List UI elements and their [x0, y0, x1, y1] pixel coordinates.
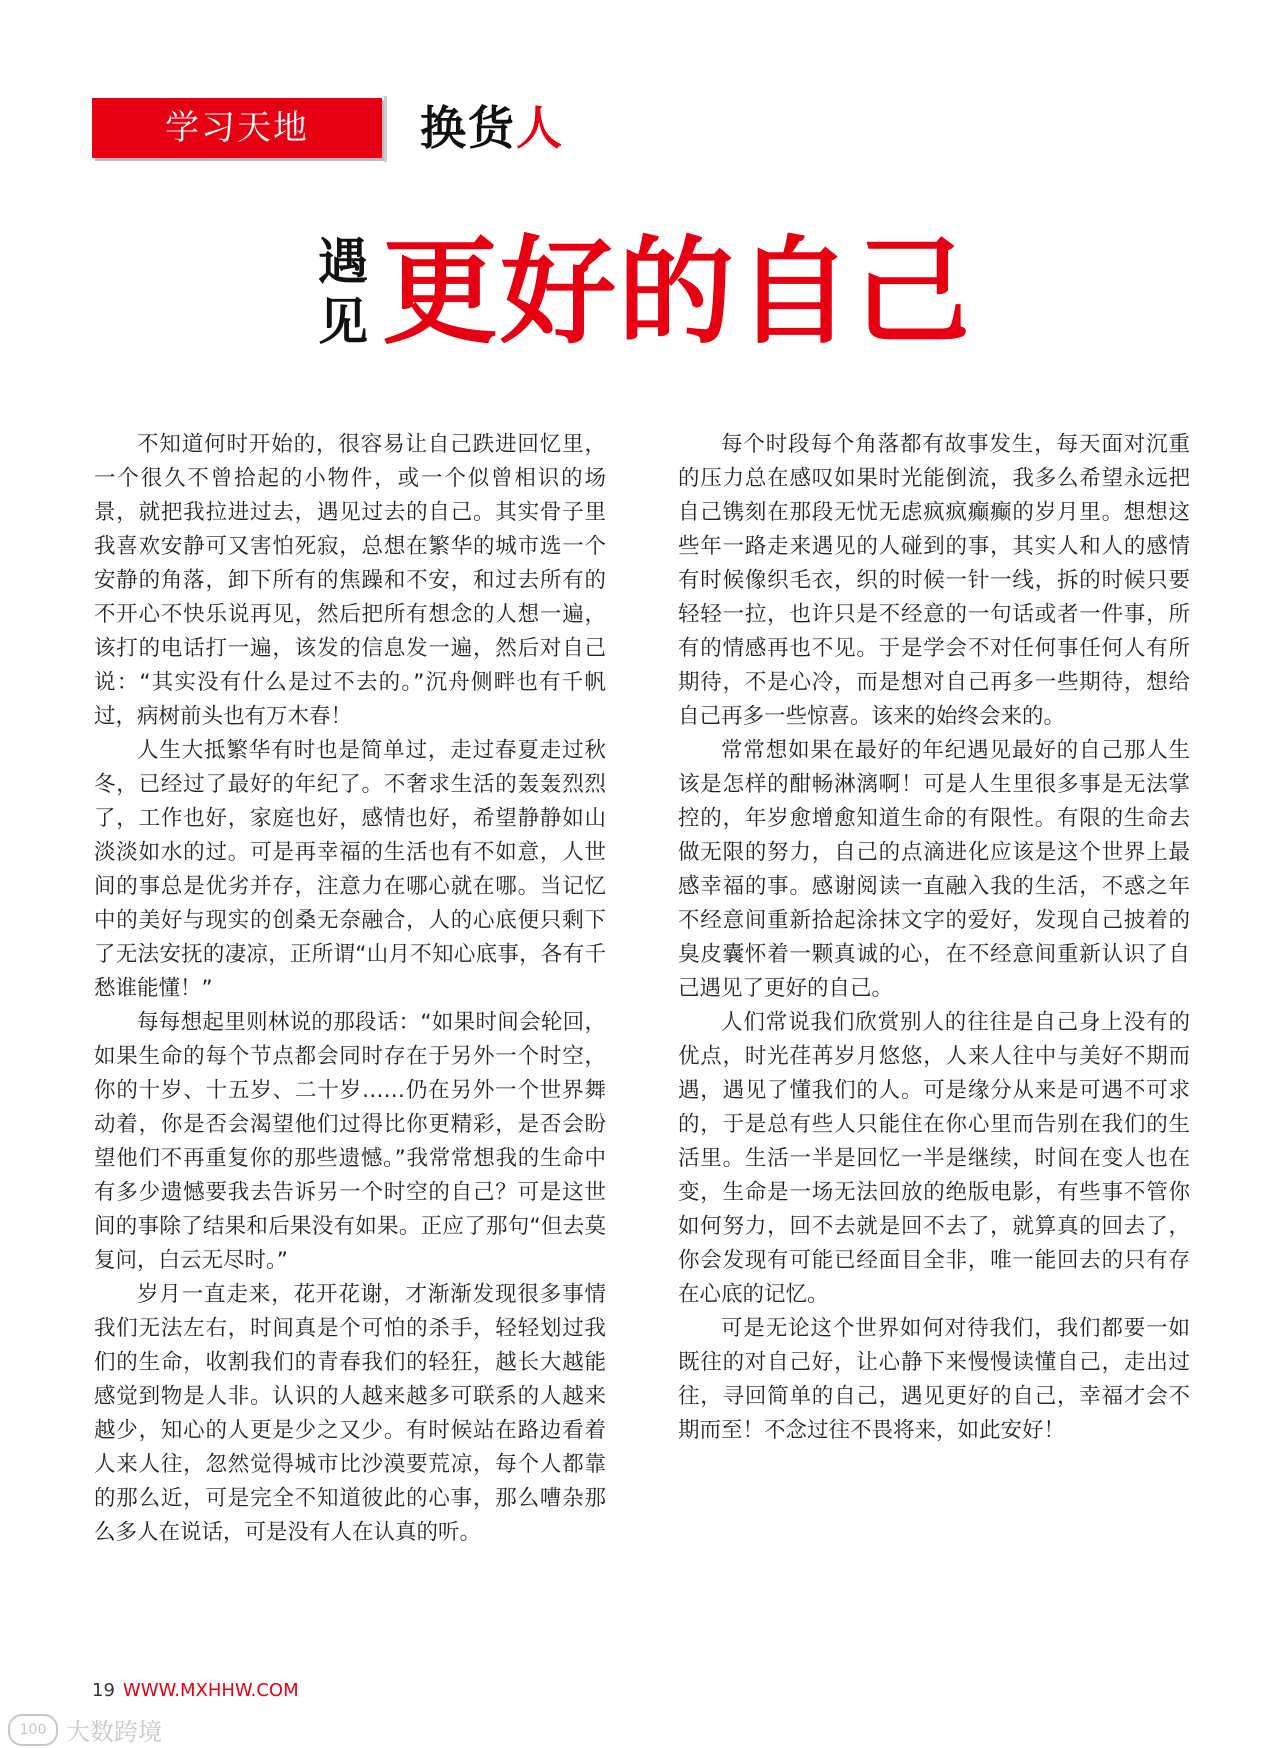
section-name-accent: 人 [516, 101, 564, 155]
section-name [420, 100, 564, 156]
title-prefix-char-2: 见 [318, 293, 368, 351]
watermark-text: 大数跨境 [66, 1718, 162, 1746]
page-number: 19 [92, 1680, 115, 1701]
title-prefix [318, 232, 374, 352]
paragraph: 人们常说我们欣赏别人的往往是自己身上没有的优点，时光荏苒岁月悠悠，人来人往中与美好不期而遇，遇见了懂我们的人。可是缘分从来是可遇不可求的，于是总有些人只能住在你心里而告别在我们的生活里。生活一半是回忆一半是继续，时间在变人也在变，生命是一场无法回放的绝版电影，有些事不管你如何努力，回不去就是回不去了，就算真的回去了，你会发现有可能已经面目全非，唯一能回去的只有存在心底的记忆。 [678, 1010, 1190, 1307]
watermark [8, 1712, 162, 1747]
paragraph: 岁月一直走来，花开花谢，才渐渐发现很多事情我们无法左右，时间真是个可怕的杀手，轻轻划过我们的生命，收割我们的青春我们的轻狂，越长大越能感觉到物是人非。认识的人越来越多可联系的人越来越少，知心的人更是少之又少。有时候站在路边看着人来人往，忽然觉得城市比沙漠要荒凉，每个人都靠的那么近，可是完全不知道彼此的心事，那么嘈杂那么多人在说话，可是没有人在认真的听。 [94, 1282, 606, 1545]
article-title: 更好的自己 [382, 225, 972, 360]
paragraph: 可是无论这个世界如何对待我们，我们都要一如既往的对自己好，让心静下来慢慢读懂自己，走出过往，寻回简单的自己，遇见更好的自己，幸福才会不期而至！不念过往不畏将来，如此安好！ [678, 1316, 1190, 1443]
paragraph: 每个时段每个角落都有故事发生，每天面对沉重的压力总在感叹如果时光能倒流，我多么希望永远把自己镌刻在那段无忧无虑疯疯癫癫的岁月里。想想这些年一路走来遇见的人碰到的事，其实人和人的感情有时候像织毛衣，织的时候一针一线，拆的时候只要轻轻一拉，也许只是不经意的一句话或者一件事，所有的情感再也不见。于是学会不对任何事任何人有所期待，不是心冷，而是想对自己再多一些期待，想给自己再多一些惊喜。该来的始终会来的。 [678, 432, 1190, 729]
paragraph: 不知道何时开始的，很容易让自己跌进回忆里，一个很久不曾拾起的小物件，或一个似曾相识的场景，就把我拉进过去，遇见过去的自己。其实骨子里我喜欢安静可又害怕死寂，总想在繁华的城市选一个安静的角落，卸下所有的焦躁和不安，和过去所有的不开心不快乐说再见，然后把所有想念的人想一遍，该打的电话打一遍，该发的信息发一遍，然后对自己说：“其实没有什么是过不去的。”沉舟侧畔也有千帆过，病树前头也有万木春！ [94, 432, 606, 729]
right-column [678, 428, 1190, 1448]
page-footer [92, 1680, 299, 1701]
paragraph: 每每想起里则林说的那段话：“如果时间会轮回，如果生命的每个节点都会同时存在于另外一个时空，你的十岁、十五岁、二十岁……仍在另外一个世界舞动着，你是否会渴望他们过得比你更精彩，是否会盼望他们不再重复你的那些遗憾。”我常常想我的生命中有多少遗憾要我去告诉另一个时空的自己？可是这世间的事除了结果和后果没有如果。正应了那句“但去莫复问，白云无尽时。” [94, 1010, 606, 1273]
title-prefix-char-1: 遇 [318, 233, 368, 291]
watermark-logo-icon: 100 [8, 1714, 58, 1746]
paragraph: 人生大抵繁华有时也是简单过，走过春夏走过秋冬，已经过了最好的年纪了。不奢求生活的轰轰烈烈了，工作也好，家庭也好，感情也好，希望静静如山淡淡如水的过。可是再幸福的生活也有不如意，人世间的事总是优劣并存，注意力在哪心就在哪。当记忆中的美好与现实的创桑无奈融合，人的心底便只剩下了无法安抚的凄凉，正所谓“山月不知心底事，各有千愁谁能懂！” [94, 738, 606, 1001]
header-divider [384, 96, 387, 162]
footer-url: WWW.MXHHW.COM [122, 1680, 299, 1701]
section-name-main: 换货 [420, 101, 516, 155]
paragraph: 常常想如果在最好的年纪遇见最好的自己那人生该是怎样的酣畅淋漓啊！可是人生里很多事是无法掌控的，年岁愈增愈知道生命的有限性。有限的生命去做无限的努力，自己的点滴进化应该是这个世界上最感幸福的事。感谢阅读一直融入我的生活，不惑之年不经意间重新拾起涂抹文字的爱好，发现自己披着的臭皮囊怀着一颗真诚的心，在不经意间重新认识了自己遇见了更好的自己。 [678, 738, 1190, 1001]
left-column [94, 428, 606, 1550]
section-tag: 学习天地 [92, 98, 382, 158]
